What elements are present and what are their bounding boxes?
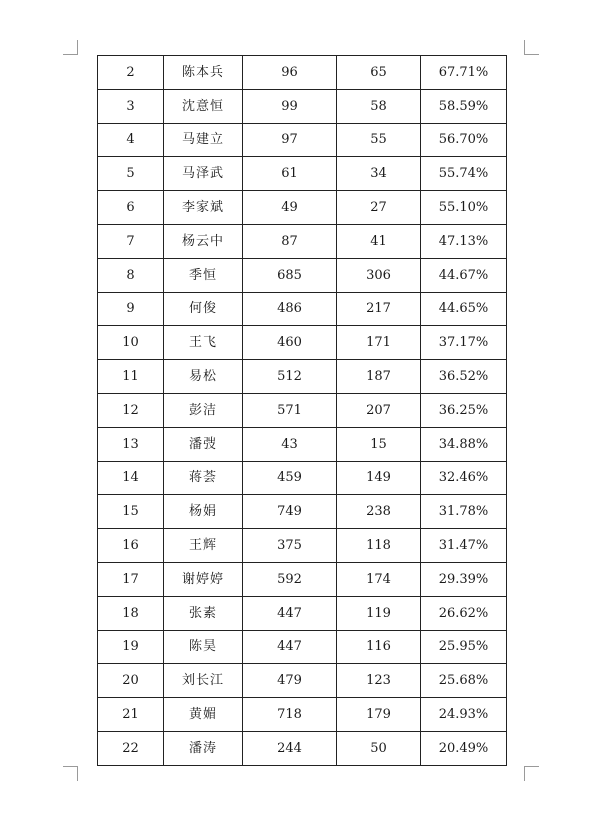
- rank-cell: 12: [98, 393, 164, 427]
- ratio-cell: 31.47%: [421, 529, 507, 563]
- count-cell: 174: [337, 562, 421, 596]
- total-cell: 512: [243, 360, 337, 394]
- ratio-cell: 67.71%: [421, 56, 507, 90]
- table-row: [98, 224, 507, 258]
- ranking-table: [97, 55, 507, 766]
- table-row: [98, 360, 507, 394]
- ratio-cell: 25.95%: [421, 630, 507, 664]
- count-cell: 27: [337, 191, 421, 225]
- count-cell: 55: [337, 123, 421, 157]
- ratio-cell: 24.93%: [421, 698, 507, 732]
- ratio-cell: 32.46%: [421, 461, 507, 495]
- name-cell: 彭洁: [164, 393, 243, 427]
- table-row: [98, 529, 507, 563]
- table-row: [98, 630, 507, 664]
- ratio-cell: 58.59%: [421, 89, 507, 123]
- ratio-cell: 26.62%: [421, 596, 507, 630]
- total-cell: 447: [243, 596, 337, 630]
- ratio-cell: 37.17%: [421, 326, 507, 360]
- count-cell: 217: [337, 292, 421, 326]
- total-cell: 244: [243, 731, 337, 765]
- count-cell: 123: [337, 664, 421, 698]
- rank-cell: 13: [98, 427, 164, 461]
- crop-mark-top-left: [63, 40, 78, 55]
- count-cell: 118: [337, 529, 421, 563]
- rank-cell: 9: [98, 292, 164, 326]
- name-cell: 蒋荟: [164, 461, 243, 495]
- name-cell: 沈意恒: [164, 89, 243, 123]
- table-row: [98, 393, 507, 427]
- ratio-cell: 55.74%: [421, 157, 507, 191]
- rank-cell: 21: [98, 698, 164, 732]
- count-cell: 207: [337, 393, 421, 427]
- rank-cell: 10: [98, 326, 164, 360]
- total-cell: 43: [243, 427, 337, 461]
- rank-cell: 2: [98, 56, 164, 90]
- table-row: [98, 157, 507, 191]
- count-cell: 149: [337, 461, 421, 495]
- table-row: [98, 89, 507, 123]
- name-cell: 杨云中: [164, 224, 243, 258]
- total-cell: 459: [243, 461, 337, 495]
- total-cell: 592: [243, 562, 337, 596]
- total-cell: 96: [243, 56, 337, 90]
- rank-cell: 5: [98, 157, 164, 191]
- name-cell: 易松: [164, 360, 243, 394]
- ratio-cell: 25.68%: [421, 664, 507, 698]
- table-row: [98, 495, 507, 529]
- table-row: [98, 596, 507, 630]
- ranking-table-body: [98, 56, 507, 766]
- table-row: [98, 191, 507, 225]
- total-cell: 571: [243, 393, 337, 427]
- crop-mark-bottom-right: [524, 766, 539, 781]
- ratio-cell: 36.25%: [421, 393, 507, 427]
- rank-cell: 19: [98, 630, 164, 664]
- name-cell: 马泽武: [164, 157, 243, 191]
- ratio-cell: 31.78%: [421, 495, 507, 529]
- count-cell: 179: [337, 698, 421, 732]
- count-cell: 34: [337, 157, 421, 191]
- table-row: [98, 731, 507, 765]
- total-cell: 460: [243, 326, 337, 360]
- name-cell: 黄媚: [164, 698, 243, 732]
- rank-cell: 15: [98, 495, 164, 529]
- count-cell: 119: [337, 596, 421, 630]
- total-cell: 718: [243, 698, 337, 732]
- count-cell: 171: [337, 326, 421, 360]
- table-row: [98, 698, 507, 732]
- rank-cell: 4: [98, 123, 164, 157]
- rank-cell: 17: [98, 562, 164, 596]
- total-cell: 49: [243, 191, 337, 225]
- ratio-cell: 47.13%: [421, 224, 507, 258]
- rank-cell: 18: [98, 596, 164, 630]
- total-cell: 479: [243, 664, 337, 698]
- ratio-cell: 29.39%: [421, 562, 507, 596]
- crop-mark-top-right: [524, 40, 539, 55]
- total-cell: 87: [243, 224, 337, 258]
- ratio-cell: 36.52%: [421, 360, 507, 394]
- count-cell: 41: [337, 224, 421, 258]
- total-cell: 375: [243, 529, 337, 563]
- rank-cell: 8: [98, 258, 164, 292]
- ratio-cell: 55.10%: [421, 191, 507, 225]
- name-cell: 陈本兵: [164, 56, 243, 90]
- name-cell: 马建立: [164, 123, 243, 157]
- count-cell: 306: [337, 258, 421, 292]
- total-cell: 685: [243, 258, 337, 292]
- name-cell: 潘弢: [164, 427, 243, 461]
- count-cell: 50: [337, 731, 421, 765]
- rank-cell: 11: [98, 360, 164, 394]
- name-cell: 季恒: [164, 258, 243, 292]
- total-cell: 486: [243, 292, 337, 326]
- rank-cell: 6: [98, 191, 164, 225]
- total-cell: 97: [243, 123, 337, 157]
- count-cell: 187: [337, 360, 421, 394]
- table-row: [98, 664, 507, 698]
- total-cell: 61: [243, 157, 337, 191]
- table-row: [98, 123, 507, 157]
- rank-cell: 20: [98, 664, 164, 698]
- count-cell: 238: [337, 495, 421, 529]
- rank-cell: 3: [98, 89, 164, 123]
- count-cell: 65: [337, 56, 421, 90]
- rank-cell: 22: [98, 731, 164, 765]
- ratio-cell: 56.70%: [421, 123, 507, 157]
- rank-cell: 16: [98, 529, 164, 563]
- table-row: [98, 427, 507, 461]
- total-cell: 447: [243, 630, 337, 664]
- crop-mark-bottom-left: [63, 766, 78, 781]
- count-cell: 116: [337, 630, 421, 664]
- table-row: [98, 461, 507, 495]
- table-row: [98, 56, 507, 90]
- name-cell: 王飞: [164, 326, 243, 360]
- name-cell: 谢婷婷: [164, 562, 243, 596]
- ratio-cell: 20.49%: [421, 731, 507, 765]
- rank-cell: 14: [98, 461, 164, 495]
- table-row: [98, 292, 507, 326]
- table-row: [98, 326, 507, 360]
- name-cell: 张素: [164, 596, 243, 630]
- rank-cell: 7: [98, 224, 164, 258]
- total-cell: 99: [243, 89, 337, 123]
- name-cell: 杨娟: [164, 495, 243, 529]
- table-row: [98, 258, 507, 292]
- total-cell: 749: [243, 495, 337, 529]
- ratio-cell: 44.67%: [421, 258, 507, 292]
- count-cell: 15: [337, 427, 421, 461]
- ratio-cell: 44.65%: [421, 292, 507, 326]
- name-cell: 潘涛: [164, 731, 243, 765]
- name-cell: 李家斌: [164, 191, 243, 225]
- name-cell: 王辉: [164, 529, 243, 563]
- table-row: [98, 562, 507, 596]
- name-cell: 何俊: [164, 292, 243, 326]
- name-cell: 陈昊: [164, 630, 243, 664]
- ratio-cell: 34.88%: [421, 427, 507, 461]
- count-cell: 58: [337, 89, 421, 123]
- name-cell: 刘长江: [164, 664, 243, 698]
